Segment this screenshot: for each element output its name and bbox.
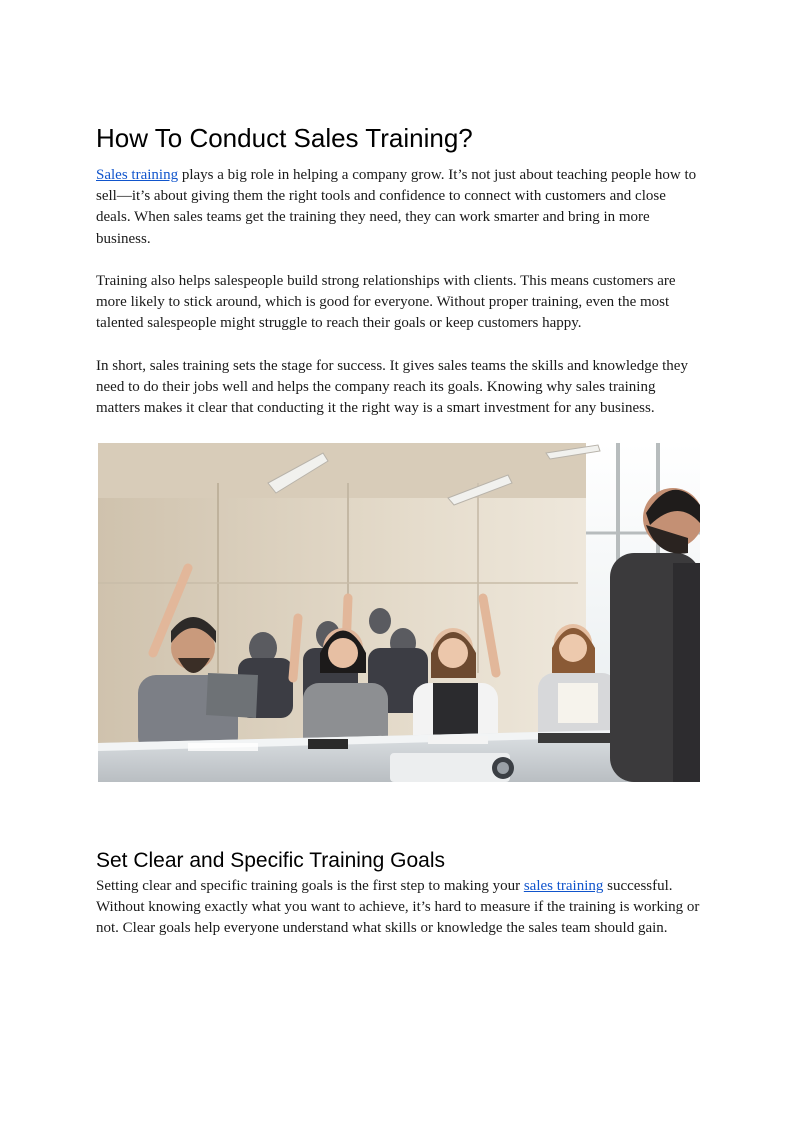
goals-text-after: successful. Without knowing exactly what you want to achieve, it’s hard to measure if the training is working or not. Clear goals help everyone understand what skills or knowledge the sales team should gain. bbox=[96, 878, 700, 937]
sales-training-link-goals[interactable]: sales training bbox=[523, 878, 604, 894]
page-title: How To Conduct Sales Training? bbox=[96, 123, 473, 153]
paragraph-summary: In short, sales training sets the stage for success. It gives sales teams the skills and knowledge they need to do their jobs well and helps the company reach its goals. Knowing why sales training matters makes it clear that conducting it the right way is a smart investment for any business. bbox=[96, 358, 688, 417]
intro-paragraph bbox=[96, 165, 702, 250]
section-heading-goals: Set Clear and Specific Training Goals bbox=[96, 849, 446, 872]
goals-text-before: Setting clear and specific training goals is the first step to making your bbox=[96, 878, 524, 894]
paragraph-relationships: Training also helps salespeople build strong relationships with clients. This means customers are more likely to stick around, which is good for everyone. Without proper training, even the most talented salespeople might struggle to reach their goals or keep customers happy. bbox=[96, 273, 676, 332]
intro-text: plays a big role in helping a company grow. It’s not just about teaching people how to sell—it’s about giving them the right tools and confidence to connect with customers and close deals. When sales teams get the training they need, they can work smarter and bring in more business. bbox=[96, 167, 697, 247]
training-classroom-photo bbox=[98, 443, 700, 782]
goals-paragraph bbox=[96, 876, 702, 940]
sales-training-link[interactable]: Sales training bbox=[96, 167, 179, 183]
